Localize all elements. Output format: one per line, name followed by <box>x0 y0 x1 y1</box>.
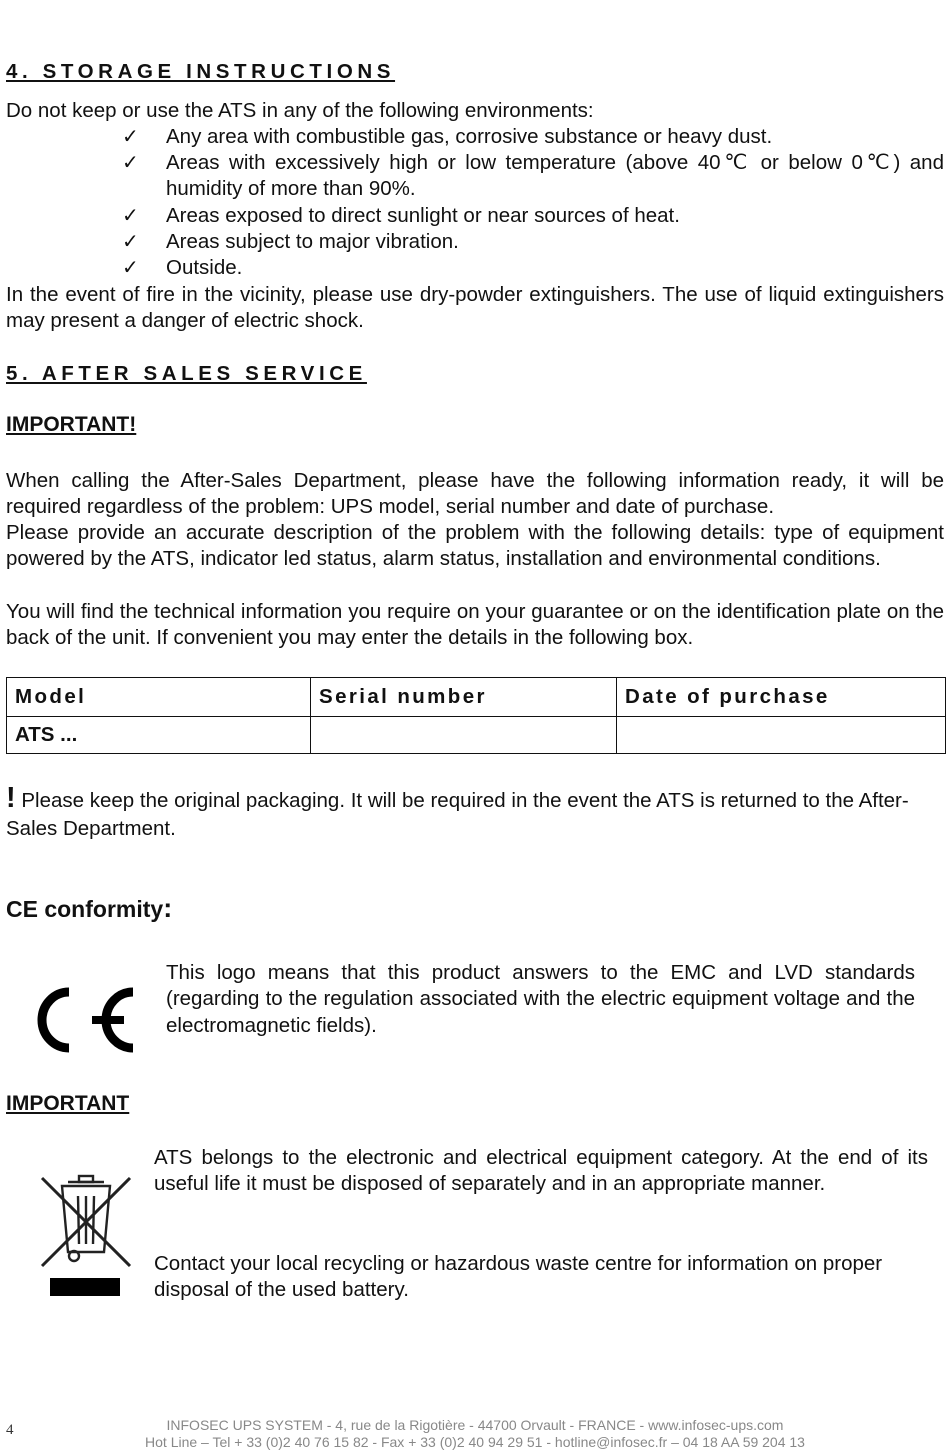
storage-intro: Do not keep or use the ATS in any of the following environments: <box>6 99 594 122</box>
weee-text-1: ATS belongs to the electronic and electrical equipment category. At the end of its useful life it must be disposed of separately and in an appropriate manner. <box>154 1146 928 1196</box>
bullet-text: Areas exposed to direct sunlight or near sources of heat. <box>166 204 680 227</box>
ce-heading-text: CE conformity <box>6 896 164 922</box>
exclamation-icon: ! <box>6 782 16 814</box>
crossed-bin-icon <box>38 1172 134 1298</box>
service-paragraph: Please provide an accurate description of the problem with the following details: type of equipment powered by the ATS, indicator led status, alarm status, installation and environmental conditions. <box>6 521 944 571</box>
important-label: IMPORTANT! <box>6 413 137 436</box>
checkmark-icon: ✓ <box>122 257 139 279</box>
ce-logo-icon <box>32 982 140 1058</box>
table-header-date: Date of purchase <box>617 678 946 717</box>
storage-heading: 4. STORAGE INSTRUCTIONS <box>6 60 396 83</box>
service-heading: 5. AFTER SALES SERVICE <box>6 362 367 385</box>
packaging-note-text: Please keep the original packaging. It will be required in the event the ATS is returned to the After-Sales Department. <box>6 789 909 840</box>
checkmark-icon: ✓ <box>122 231 139 253</box>
table-header-model: Model <box>7 678 311 717</box>
ce-heading-colon: : <box>163 893 173 923</box>
fire-note: In the event of fire in the vicinity, please use dry-powder extinguishers. The use of liquid extinguishers may present a danger of electric shock. <box>6 283 944 333</box>
table-header-serial: Serial number <box>311 678 617 717</box>
model-cell[interactable]: ATS ... <box>7 717 311 754</box>
packaging-note <box>6 784 936 843</box>
ce-description: This logo means that this product answers to the EMC and LVD standards (regarding to the regulation associated with the electric equipment voltage and the electromagnetic fields). <box>166 961 915 1037</box>
checkmark-icon: ✓ <box>122 152 139 174</box>
checkmark-icon: ✓ <box>122 205 139 227</box>
service-paragraph: When calling the After-Sales Department, please have the following information ready, it will be required regardless of the problem: UPS model, serial number and date of purchase. <box>6 469 944 519</box>
table-header-row <box>7 678 946 717</box>
checkmark-icon: ✓ <box>122 126 139 148</box>
bullet-text: Any area with combustible gas, corrosive substance or heavy dust. <box>166 125 773 148</box>
footer-contact: Hot Line – Tel + 33 (0)2 40 76 15 82 - Fax + 33 (0)2 40 94 29 51 - hotline@infosec.fr – 04 18 AA 59 204 13 <box>145 1434 805 1450</box>
service-paragraph: You will find the technical information you require on your guarantee or on the identification plate on the back of the unit. If convenient you may enter the details in the following box. <box>6 600 944 650</box>
page-number: 4 <box>6 1422 14 1438</box>
ce-heading <box>6 893 172 924</box>
weee-important-label: IMPORTANT <box>6 1092 130 1115</box>
bullet-text: Areas subject to major vibration. <box>166 230 459 253</box>
bullet-text: Areas with excessively high or low temperature (above 40℃ or below 0℃) and humidity of more than 90%. <box>166 151 944 201</box>
footer-address: INFOSEC UPS SYSTEM - 4, rue de la Rigotière - 44700 Orvault - FRANCE - www.infosec-ups.com <box>166 1417 784 1433</box>
serial-number-cell[interactable] <box>311 717 617 754</box>
bullet-text: Outside. <box>166 256 243 279</box>
weee-text-2: Contact your local recycling or hazardous waste centre for information on proper disposal of the used battery. <box>154 1252 883 1302</box>
purchase-details-table <box>6 677 946 754</box>
table-row <box>7 717 946 754</box>
purchase-date-cell[interactable] <box>617 717 946 754</box>
